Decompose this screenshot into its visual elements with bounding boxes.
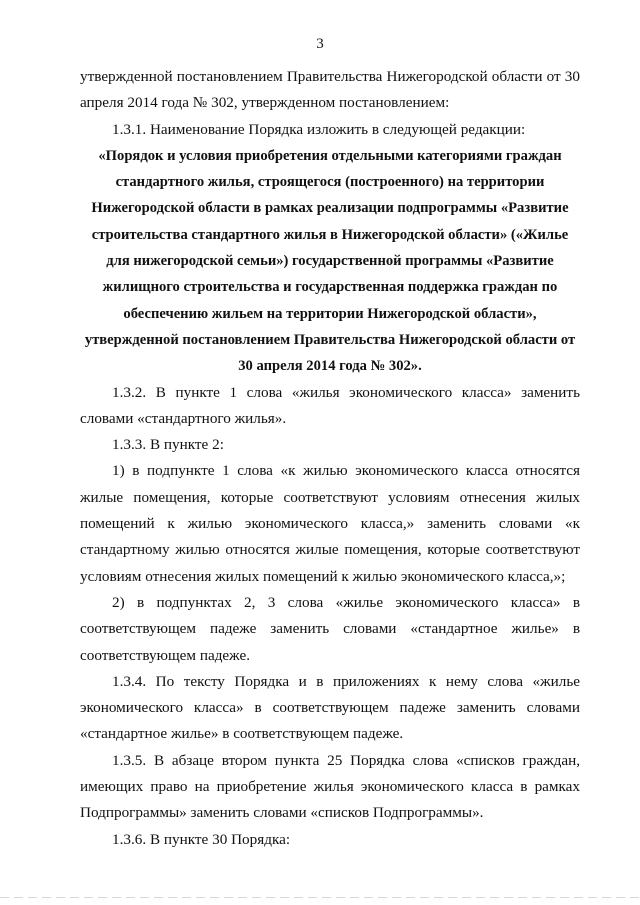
paragraph-1-3-4: 1.3.4. По тексту Порядка и в приложениях к нему слова «жилье экономического класса» в соответствующем падеже заменить словами «стандартное жилье» в соответствующем падеже. [80,672,580,743]
subparagraph-2: 2) в подпунктах 2, 3 слова «жилье экономического класса» в соответствующем падеже заменить словами «стандартное жилье» в соответствующем падеже. [80,593,580,664]
paragraph-1-3-2: 1.3.2. В пункте 1 слова «жилья экономического класса» заменить словами «стандартного жилья». [80,383,580,427]
document-body [80,64,580,853]
paragraph-1-3-6: 1.3.6. В пункте 30 Порядка: [112,830,291,848]
paragraph-1-3-1: 1.3.1. Наименование Порядка изложить в следующей редакции: [112,120,526,138]
paragraph-continuation: утвержденной постановлением Правительства Нижегородской области от 30 апреля 2014 года № 302, утвержденном постановлением: [80,68,580,112]
page-number: 3 [316,36,324,52]
order-title-bold: «Порядок и условия приобретения отдельными категориями граждан стандартного жилья, строящегося (построенного) на территории Нижегородской области в рамках реализации подпрограммы «Развитие строительства стандартного жилья в Нижегородской области» («Жилье для нижегородской семьи») государственной программы «Развитие жилищного строительства и государственная поддержка граждан по обеспечению жильем на территории Нижегородской области», утвержденной постановлением Правительства Нижегородской области от 30 апреля 2014 года № 302». [84,147,576,375]
subparagraph-1: 1) в подпункте 1 слова «к жилью экономического класса относятся жилые помещения, которые соответствуют условиям отнесения жилых помещений к жилью экономического класса,» заменить словами «к стандартному жилью относятся жилые помещения, которые соответствуют условиям отнесения жилых помещений к жилью экономического класса,»; [80,462,580,585]
paragraph-1-3-3: 1.3.3. В пункте 2: [112,436,224,454]
paragraph-1-3-5: 1.3.5. В абзаце втором пункта 25 Порядка слова «списков граждан, имеющих право на приобретение жилья экономического класса в рамках Подпрограммы» заменить словами «списков Подпрограммы». [80,751,580,822]
scan-edge-mark [0,897,640,898]
